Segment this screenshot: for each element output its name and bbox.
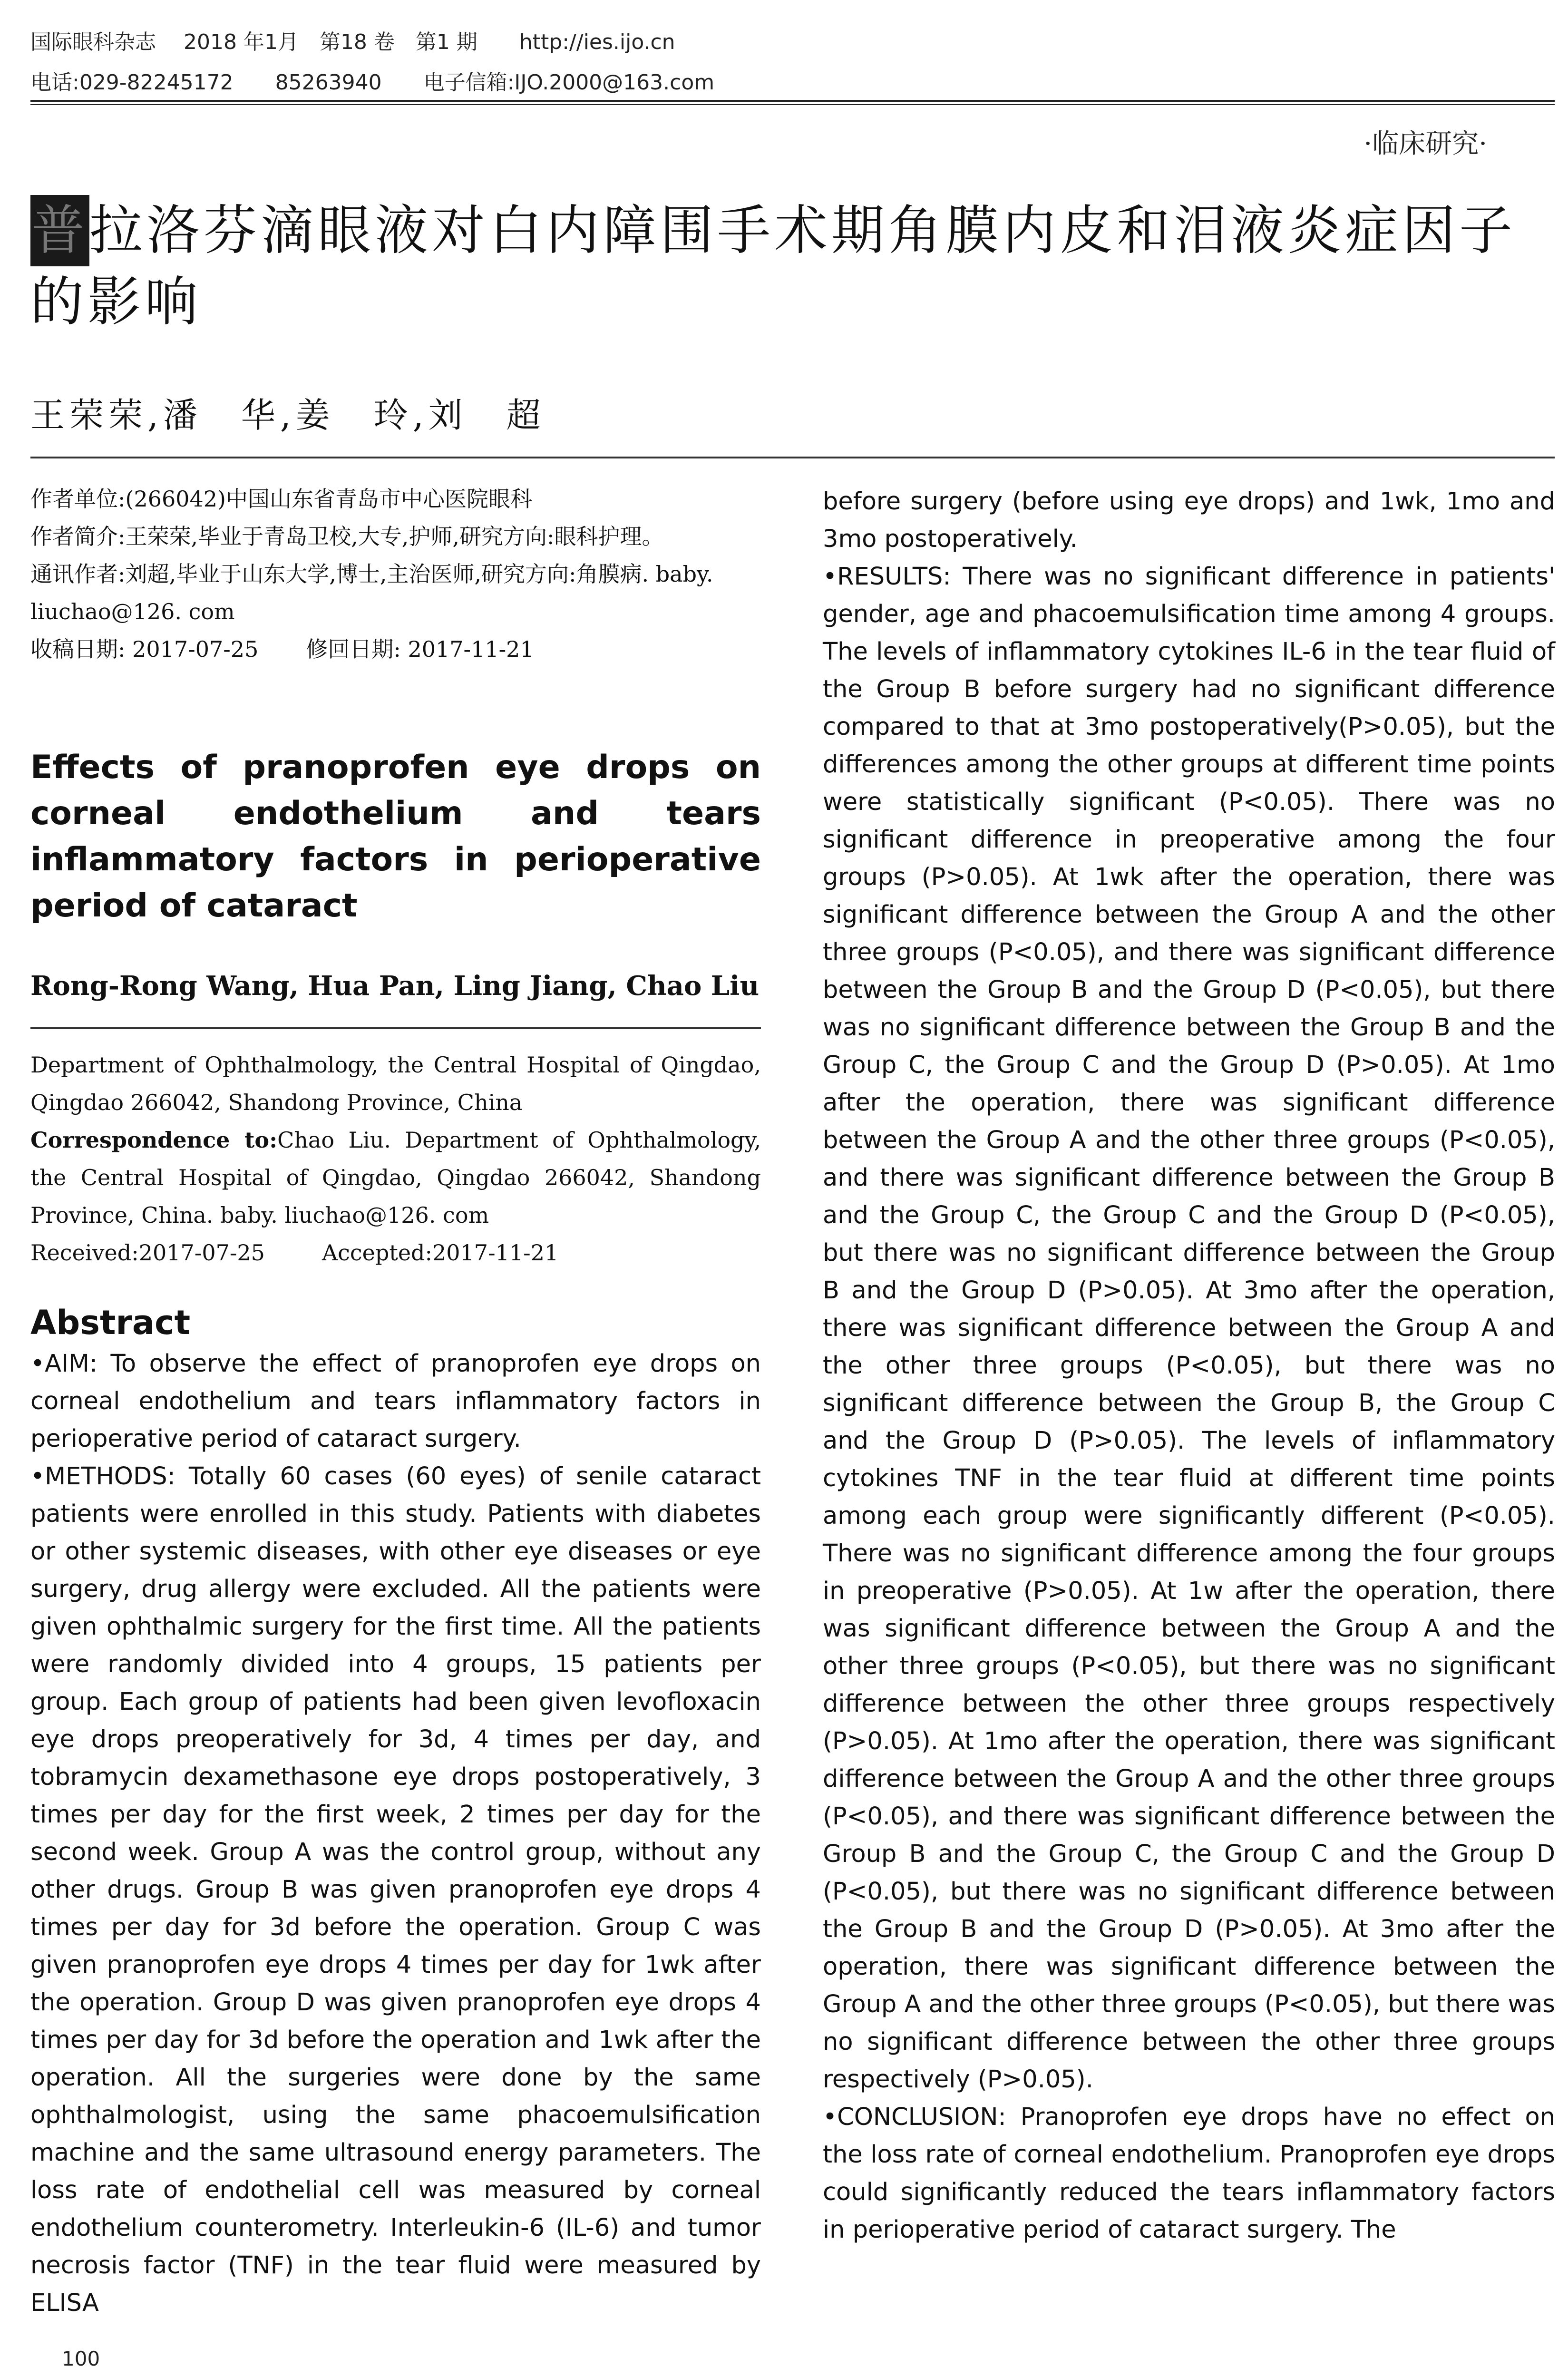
page-number: 100: [62, 2347, 100, 2370]
header-rule: [30, 100, 1555, 102]
accepted-date-en: Accepted:2017-11-21: [321, 1240, 559, 1266]
abstract-methods: •METHODS: Totally 60 cases (60 eyes) of senile cataract patients were enrolled in this study. Patients with diabetes or other systemic diseases, with other eye diseases or eye surgery, drug allergy were excluded. All the patients were given ophthalmic surgery for the first time. All the patients were randomly divided into 4 groups, 15 patients per group. Each group of patients had been given levofloxacin eye drops preoperatively for 3d, 4 times per day, and tobramycin dexamethasone eye drops postoperatively, 3 times per day for the first week, 2 times per day for the second week. Group A was the control group, without any other drugs. Group B was given pranoprofen eye drops 4 times per day for 3d before the operation. Group C was given pranoprofen eye drops 4 times per day for 1wk after the operation. Group D was given pranoprofen eye drops 4 times per day for 3d before the operation and 1wk after the operation. All the surgeries were done by the same ophthalmologist, using the same phacoemulsification machine and the same ultrasound energy parameters. The loss rate of endothelial cell was measured by corneal endothelium counterometry. Interleukin-6 (IL-6) and tumor necrosis factor (TNF) in the tear fluid were measured by ELISA: [30, 1462, 761, 2317]
authors-en: Rong-Rong Wang, Hua Pan, Ling Jiang, Chao Liu: [30, 970, 760, 1002]
title-rest: 拉洛芬滴眼液对白内障围手术期角膜内皮和泪液炎症因子的影响: [30, 200, 1516, 333]
abstract-heading: Abstract: [30, 1303, 191, 1342]
correspondence-label: Correspondence to:: [30, 1127, 278, 1153]
header-rule-thin: [30, 104, 1555, 105]
article-title-en: Effects of pranoprofen eye drops on corneal endothelium and tears inflammatory factors in perioperative period of cataract: [30, 749, 761, 925]
revised-date-cn: 修回日期: 2017-11-21: [306, 636, 534, 662]
affiliation-en: [30, 1046, 761, 1272]
abstract-conclusion: •CONCLUSION: Pranoprofen eye drops have no effect on the loss rate of corneal endothelium. Pranoprofen eye drops could significantly reduced the tears inflammatory factors in perioperative period of cataract surgery. The: [823, 2103, 1555, 2244]
dates-cn: [30, 631, 761, 668]
affiliation-cn: [30, 480, 761, 668]
correspondence-text: Chao Liu. Department of Ophthalmology, the Central Hospital of Qingdao, Qingdao 266042, Shandong Province, China. baby. liuchao@126. com: [30, 1127, 761, 1228]
abstract-right-column: [823, 483, 1555, 2249]
department-en: Department of Ophthalmology, the Central Hospital of Qingdao, Qingdao 266042, Shandong Province, China: [30, 1052, 761, 1115]
dates-en: [30, 1234, 761, 1272]
correspondence-en: [30, 1121, 761, 1234]
abstract-methods-continued: before surgery (before using eye drops) and 1wk, 1mo and 3mo postoperatively.: [823, 487, 1555, 553]
abstract-results: •RESULTS: There was no significant difference in patients' gender, age and phacoemulsification time among 4 groups. The levels of inflammatory cytokines IL-6 in the tear fluid of the Group B before surgery had no significant difference compared to that at 3mo postoperatively(P>0.05), but the differences among the other groups at different time points were statistically significant (P<0.05). There was no significant difference in preoperative among the four groups (P>0.05). At 1wk after the operation, there was significant difference between the Group A and the other three groups (P<0.05), and there was significant difference between the Group B and the Group D (P<0.05), but there was no significant difference between the Group B and the Group C, the Group C and the Group D (P>0.05). At 1mo after the operation, there was significant difference between the Group A and the other three groups (P<0.05), and there was significant difference between the Group B and the Group C, the Group C and the Group D (P<0.05), but there was no significant difference between the Group B and the Group D (P>0.05). At 3mo after the operation, there was significant difference between the Group A and the other three groups (P<0.05), but there was no significant difference between the Group B, the Group C and the Group D (P>0.05). The levels of inflammatory cytokines TNF in the tear fluid at different time points among each group were significantly different (P<0.05). There was no significant difference among the four groups in preoperative (P>0.05). At 1w after the operation, there was significant difference between the Group A and the other three groups (P<0.05), but there was no significant difference between the other three groups respectively (P>0.05). At 1mo after the operation, there was significant difference between the Group A and the other three groups (P<0.05), and there was significant difference between the Group B and the Group C, the Group C and the Group D (P<0.05), but there was no significant difference between the Group B and the Group D (P>0.05). At 3mo after the operation, there was significant difference between the Group A and the other three groups (P<0.05), but there was no significant difference between the other three groups respectively (P>0.05).: [823, 563, 1555, 2094]
journal-header-line1: 国际眼科杂志 2018 年1月 第18 卷 第1 期 http://ies.ijo.cn: [30, 30, 675, 54]
article-title-cn: [30, 195, 1557, 338]
section-tag: ·临床研究·: [1363, 128, 1487, 159]
abstract-aim: •AIM: To observe the effect of pranoprofen eye drops on corneal endothelium and tears inflammatory factors in perioperative period of cataract surgery.: [30, 1350, 761, 1453]
abstract-left-column: [30, 1345, 761, 2322]
authors-divider: [30, 1027, 761, 1029]
received-date-en: Received:2017-07-25: [30, 1240, 265, 1266]
author-unit: 作者单位:(266042)中国山东省青岛市中心医院眼科: [30, 486, 532, 512]
received-date-cn: 收稿日期: 2017-07-25: [30, 636, 259, 662]
author-bio: 作者简介:王荣荣,毕业于青岛卫校,大专,护师,研究方向:眼科护理。: [30, 524, 664, 549]
corresponding-author: 通讯作者:刘超,毕业于山东大学,博士,主治医师,研究方向:角膜病. baby. liuchao@126. com: [30, 561, 713, 624]
authors-cn: 王荣荣,潘 华,姜 玲,刘 超: [30, 395, 545, 435]
top-divider: [30, 457, 1555, 458]
journal-header-line2: 电话:029-82245172 85263940 电子信箱:IJO.2000@163.com: [30, 70, 715, 95]
title-first-char: 普: [30, 195, 89, 266]
